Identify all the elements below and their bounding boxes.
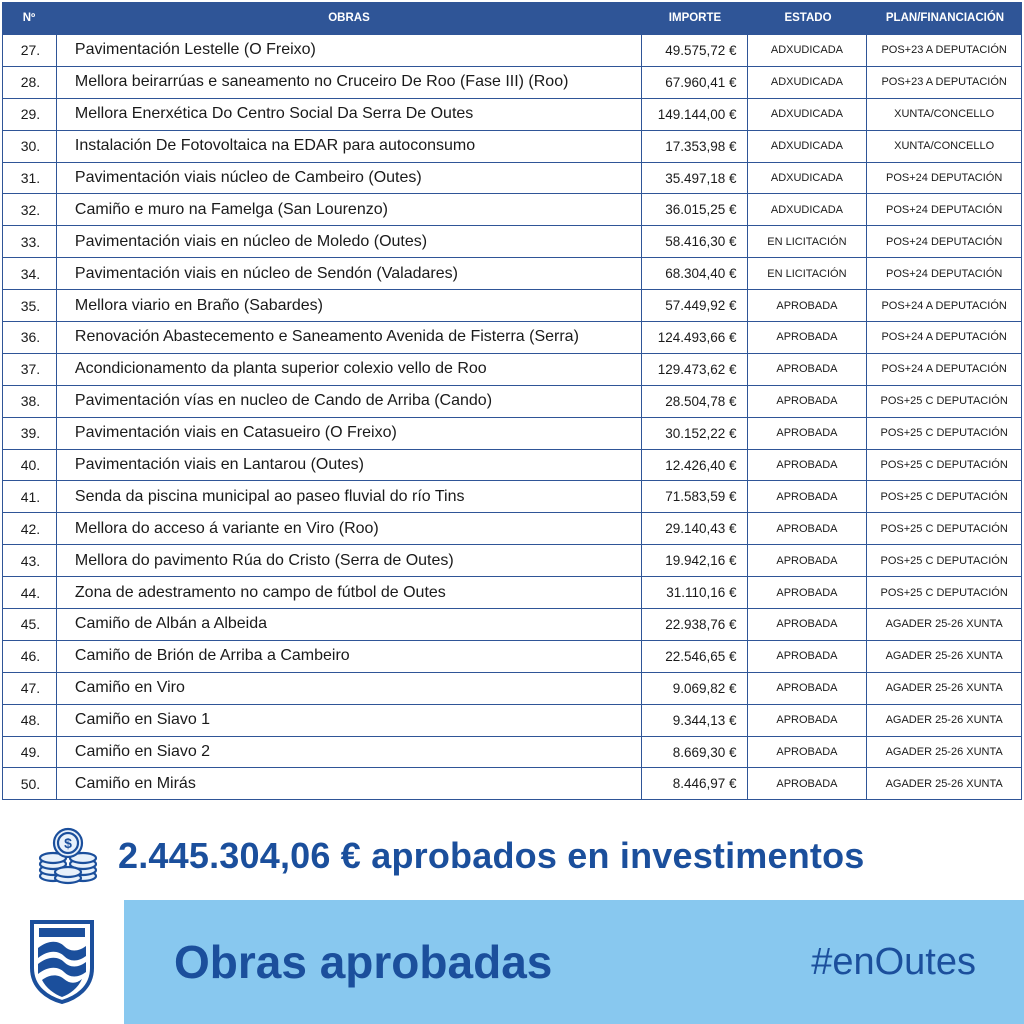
cell-obra: Mellora Enerxética Do Centro Social Da Serra De Outes [57,99,642,130]
cell-num: 37. [3,354,57,385]
cell-importe: 57.449,92 € [642,290,748,321]
cell-importe: 30.152,22 € [642,418,748,449]
cell-num: 39. [3,418,57,449]
cell-estado: APROBADA [748,705,868,736]
cell-importe: 49.575,72 € [642,35,748,66]
cell-estado: APROBADA [748,386,868,417]
cell-obra: Acondicionamento da planta superior colexio vello de Roo [57,354,642,385]
cell-importe: 68.304,40 € [642,258,748,289]
cell-plan: POS+24 DEPUTACIÓN [886,235,1003,248]
cell-plan: AGADER 25-26 XUNTA [885,650,1003,663]
cell-num: 27. [3,35,57,66]
cell-obra: Camiño de Brión de Arriba a Cambeiro [57,641,642,672]
table-row [3,289,1021,321]
cell-num: 34. [3,258,57,289]
header-plan: PLAN/FINANCIACIÓN [885,12,1005,24]
cell-estado: APROBADA [748,290,868,321]
cell-importe: 35.497,18 € [642,163,748,194]
banner-title: Obras aprobadas [174,936,553,988]
table-row [3,576,1021,608]
outes-crest-icon [28,918,96,1004]
cell-obra: Pavimentación Lestelle (O Freixo) [57,35,642,66]
svg-text:$: $ [64,835,72,851]
cell-obra: Zona de adestramento no campo de fútbol de Outes [57,577,642,608]
cell-estado: APROBADA [748,354,868,385]
cell-plan: POS+24 DEPUTACIÓN [886,267,1003,280]
cell-estado: APROBADA [748,545,868,576]
table-row [3,417,1021,449]
table-row [3,257,1021,289]
table-row [3,353,1021,385]
total-summary [36,826,865,886]
cell-obra: Camiño en Siavo 2 [57,737,642,768]
cell-num: 32. [3,194,57,225]
cell-obra: Pavimentación viais en Catasueiro (O Freixo) [57,418,642,449]
cell-obra: Renovación Abastecemento e Saneamento Avenida de Fisterra (Serra) [57,322,642,353]
cell-plan: POS+23 A DEPUTACIÓN [881,76,1007,89]
cell-plan: AGADER 25-26 XUNTA [885,746,1003,759]
table-row [3,193,1021,225]
cell-plan: POS+25 C DEPUTACIÓN [880,395,1008,408]
table-row [3,544,1021,576]
header-importe: IMPORTE [668,12,722,24]
table-row [3,672,1021,704]
table-row [3,767,1021,799]
table-row [3,512,1021,544]
table-row [3,66,1021,98]
cell-obra: Camiño en Viro [57,673,642,704]
table-row [3,480,1021,512]
header-obras: OBRAS [328,12,370,24]
cell-num: 28. [3,67,57,98]
cell-obra: Camiño en Siavo 1 [57,705,642,736]
cell-importe: 22.938,76 € [642,609,748,640]
cell-importe: 129.473,62 € [642,354,748,385]
cell-obra: Pavimentación viais en Lantarou (Outes) [57,450,642,481]
total-text: 2.445.304,06 € aprobados en investimentos [118,835,865,876]
cell-plan: XUNTA/CONCELLO [894,108,995,121]
table-row [3,736,1021,768]
cell-estado: ADXUDICADA [748,99,868,130]
cell-estado: APROBADA [748,609,868,640]
cell-num: 30. [3,131,57,162]
cell-plan: AGADER 25-26 XUNTA [885,618,1003,631]
cell-estado: ADXUDICADA [748,163,868,194]
cell-obra: Mellora beirarrúas e saneamento no Cruceiro De Roo (Fase III) (Roo) [57,67,642,98]
cell-importe: 149.144,00 € [642,99,748,130]
table-row [3,225,1021,257]
cell-plan: POS+24 DEPUTACIÓN [886,172,1003,184]
table-row [3,34,1021,66]
cell-importe: 8.446,97 € [642,768,748,799]
cell-estado: ADXUDICADA [748,35,868,66]
cell-obra: Pavimentación viais en núcleo de Sendón (Valadares) [57,258,642,289]
cell-estado: APROBADA [748,513,868,544]
cell-importe: 31.110,16 € [642,577,748,608]
table-row [3,130,1021,162]
table-body [2,34,1022,800]
cell-num: 29. [3,99,57,130]
cell-importe: 124.493,66 € [642,322,748,353]
cell-plan: POS+24 A DEPUTACIÓN [881,331,1007,344]
cell-importe: 19.942,16 € [642,545,748,576]
cell-obra: Camiño en Mirás [57,768,642,799]
cell-estado: APROBADA [748,322,868,353]
cell-plan: POS+25 C DEPUTACIÓN [880,459,1008,472]
cell-importe: 36.015,25 € [642,194,748,225]
cell-plan: POS+24 DEPUTACIÓN [886,203,1003,216]
cell-plan: AGADER 25-26 XUNTA [885,682,1003,695]
cell-num: 42. [3,513,57,544]
cell-plan: POS+25 C DEPUTACIÓN [880,490,1008,503]
cell-num: 48. [3,705,57,736]
cell-plan: XUNTA/CONCELLO [894,140,995,153]
cell-importe: 12.426,40 € [642,450,748,481]
cell-estado: APROBADA [748,641,868,672]
cell-importe: 29.140,43 € [642,513,748,544]
cell-estado: ADXUDICADA [748,67,868,98]
cell-estado: APROBADA [748,673,868,704]
hashtag: #enOutes [811,940,976,983]
table-row [3,385,1021,417]
header-num: Nº [22,12,36,24]
cell-plan: AGADER 25-26 XUNTA [885,777,1003,790]
cell-num: 50. [3,768,57,799]
cell-plan: POS+24 A DEPUTACIÓN [881,363,1007,376]
cell-num: 38. [3,386,57,417]
cell-obra: Mellora do pavimento Rúa do Cristo (Serra de Outes) [57,545,642,576]
cell-estado: APROBADA [748,577,868,608]
cell-estado: APROBADA [748,481,868,512]
table-row [3,640,1021,672]
cell-num: 36. [3,322,57,353]
cell-importe: 9.069,82 € [642,673,748,704]
cell-importe: 17.353,98 € [642,131,748,162]
cell-num: 33. [3,226,57,257]
table-row [3,162,1021,194]
cell-plan: POS+23 A DEPUTACIÓN [881,44,1007,57]
cell-estado: APROBADA [748,737,868,768]
cell-estado: EN LICITACIÓN [748,226,868,257]
cell-obra: Pavimentación vías en nucleo de Cando de Arriba (Cando) [57,386,642,417]
cell-obra: Mellora do acceso á variante en Viro (Roo) [57,513,642,544]
cell-num: 41. [3,481,57,512]
table-row [3,98,1021,130]
cell-plan: AGADER 25-26 XUNTA [885,714,1003,727]
cell-obra: Camiño de Albán a Albeida [57,609,642,640]
cell-num: 47. [3,673,57,704]
table-row [3,449,1021,481]
works-table [2,2,1022,800]
cell-plan: POS+25 C DEPUTACIÓN [880,554,1008,567]
cell-obra: Mellora viario en Braño (Sabardes) [57,290,642,321]
cell-estado: APROBADA [748,768,868,799]
cell-importe: 9.344,13 € [642,705,748,736]
header-estado: ESTADO [784,12,832,24]
cell-importe: 71.583,59 € [642,481,748,512]
cell-estado: ADXUDICADA [748,194,868,225]
table-header [2,2,1022,34]
table-row [3,321,1021,353]
cell-num: 46. [3,641,57,672]
cell-importe: 22.546,65 € [642,641,748,672]
cell-importe: 28.504,78 € [642,386,748,417]
cell-estado: ADXUDICADA [748,131,868,162]
cell-num: 44. [3,577,57,608]
cell-obra: Senda da piscina municipal ao paseo fluvial do río Tins [57,481,642,512]
cell-num: 35. [3,290,57,321]
cell-num: 31. [3,163,57,194]
cell-num: 49. [3,737,57,768]
cell-estado: APROBADA [748,418,868,449]
cell-importe: 58.416,30 € [642,226,748,257]
cell-importe: 8.669,30 € [642,737,748,768]
cell-plan: POS+25 C DEPUTACIÓN [880,427,1008,440]
cell-plan: POS+24 A DEPUTACIÓN [881,299,1007,312]
coins-icon [36,826,100,886]
table-row [3,704,1021,736]
cell-plan: POS+25 C DEPUTACIÓN [880,522,1008,535]
cell-obra: Pavimentación viais núcleo de Cambeiro (Outes) [57,163,642,194]
cell-num: 40. [3,450,57,481]
cell-num: 45. [3,609,57,640]
cell-num: 43. [3,545,57,576]
table-row [3,608,1021,640]
cell-plan: POS+25 C DEPUTACIÓN [880,586,1008,599]
cell-importe: 67.960,41 € [642,67,748,98]
cell-estado: APROBADA [748,450,868,481]
cell-obra: Pavimentación viais en núcleo de Moledo (Outes) [57,226,642,257]
cell-obra: Instalación De Fotovoltaica na EDAR para autoconsumo [57,131,642,162]
cell-obra: Camiño e muro na Famelga (San Lourenzo) [57,194,642,225]
title-banner [124,900,1024,1024]
cell-estado: EN LICITACIÓN [748,258,868,289]
